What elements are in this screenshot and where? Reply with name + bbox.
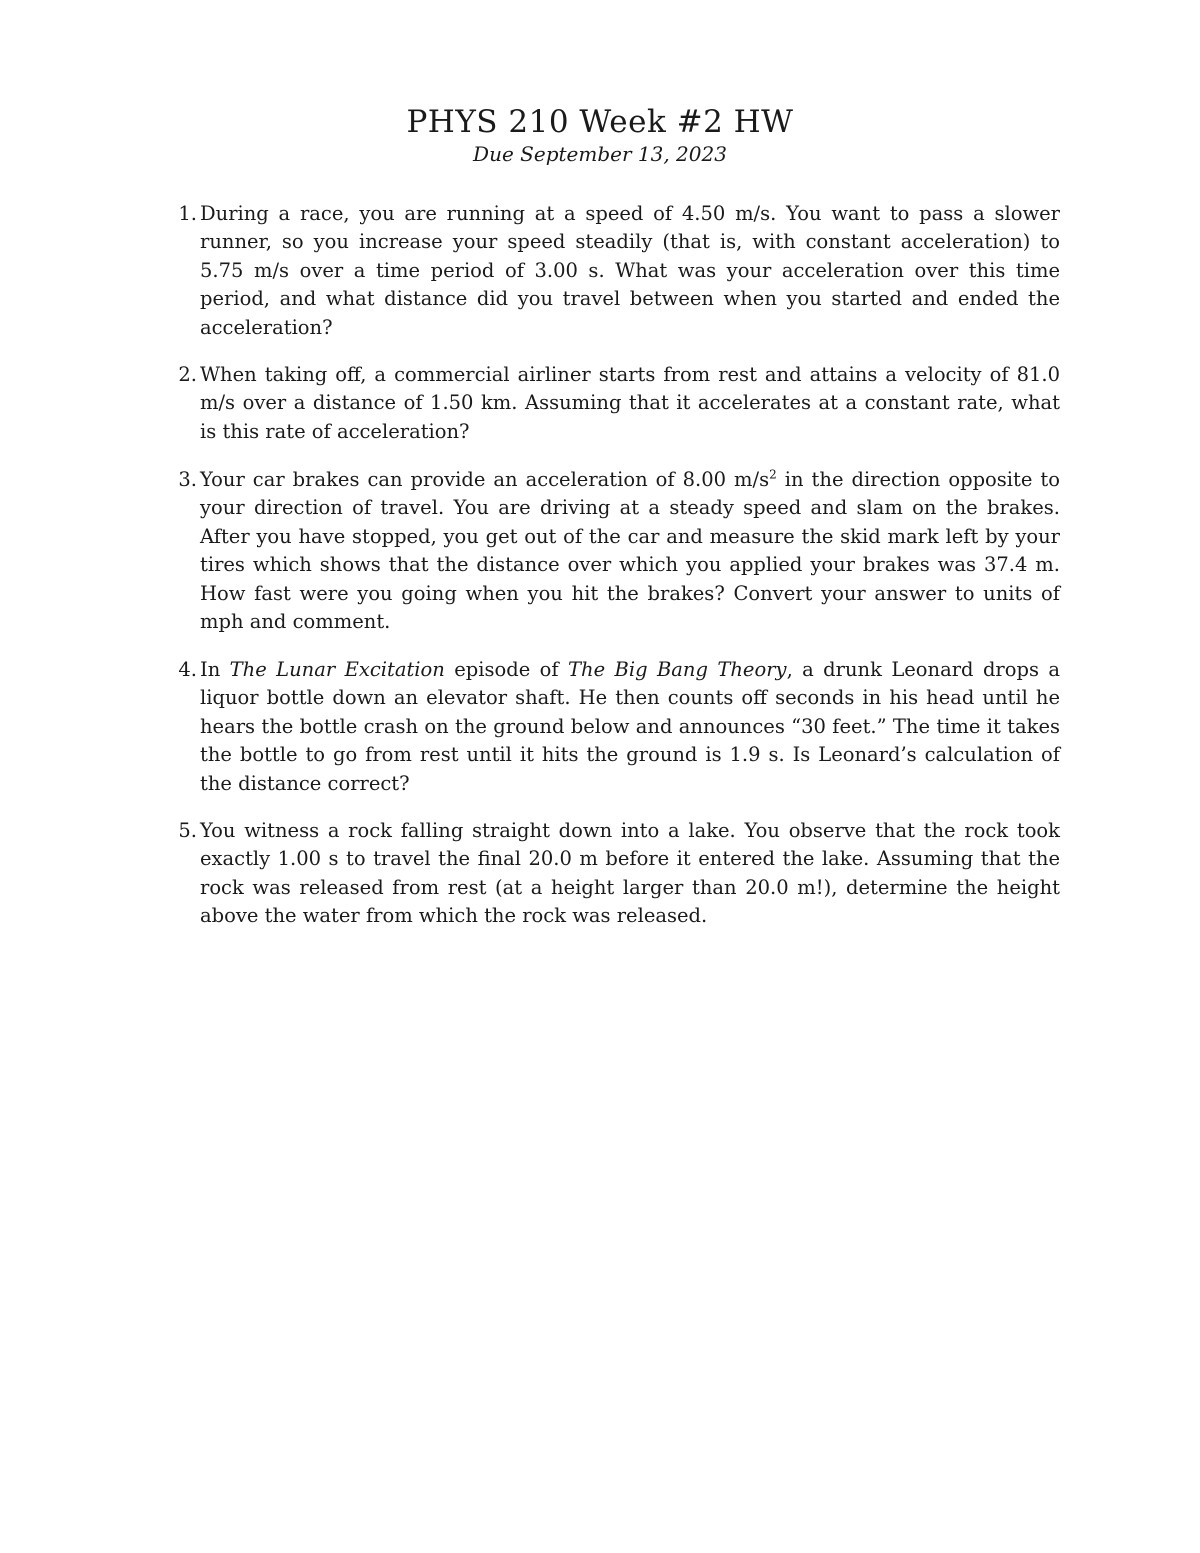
problem-item [178, 200, 1060, 342]
problem-text-part: In [200, 658, 230, 681]
problem-text: During a race, you are running at a speed of 4.50 m/s. You want to pass a slower runner, so you increase your speed steadily (that is, with constant acceleration) to 5.75 m/s over a time period of 3.00 s. What was your acceleration over this time period, and what distance did you travel between when you started and ended the acceleration? [200, 202, 1060, 339]
problem-text: You witness a rock falling straight down into a lake. You observe that the rock took exactly 1.00 s to travel the final 20.0 m before it entered the lake. Assuming that the rock was released from rest (at a height larger than 20.0 m!), determine the height above the water from which the rock was released. [200, 819, 1060, 928]
episode-title: The Lunar Excitation [229, 658, 445, 681]
problem-text-part: in the direction opposite to your direction of travel. You are driving at a steady speed and slam on the brakes. After you have stopped, you get out of the car and measure the skid mark left by your tires which shows that the distance over which you applied your brakes was 37.4 m. How fast were you going when you hit the brakes? Convert your answer to units of mph and comment. [200, 468, 1060, 634]
problem-number: 5. [178, 819, 197, 842]
show-title: The Big Bang Theory [568, 658, 787, 681]
problem-text: When taking off, a commercial airliner starts from rest and attains a velocity of 81.0 m/s over a distance of 1.50 km. Assuming that it accelerates at a constant rate, what is this rate of acceleration? [200, 363, 1060, 443]
problem-text-part: , a drunk Leonard drops a liquor bottle down an elevator shaft. He then counts off seconds in his head until he hears the bottle crash on the ground below and announces “30 feet.” The time it takes the bottle to go from rest until it hits the ground is 1.9 s. Is Leonard’s calculation of the distance correct? [200, 658, 1060, 795]
problem-number: 3. [178, 468, 197, 491]
due-date: Due September 13, 2023 [473, 142, 727, 166]
problem-item [178, 361, 1060, 446]
page-title: PHYS 210 Week #2 HW [406, 104, 794, 140]
superscript-exponent: 2 [769, 467, 777, 482]
problem-number: 4. [178, 658, 197, 681]
problem-item [178, 466, 1060, 636]
problem-text-part: Your car brakes can provide an acceleration of 8.00 m/s [200, 468, 770, 491]
problem-number: 1. [178, 202, 197, 225]
problem-text-part: episode of [444, 658, 569, 681]
problem-number: 2. [178, 363, 197, 386]
problem-item [178, 656, 1060, 798]
problem-item [178, 817, 1060, 931]
